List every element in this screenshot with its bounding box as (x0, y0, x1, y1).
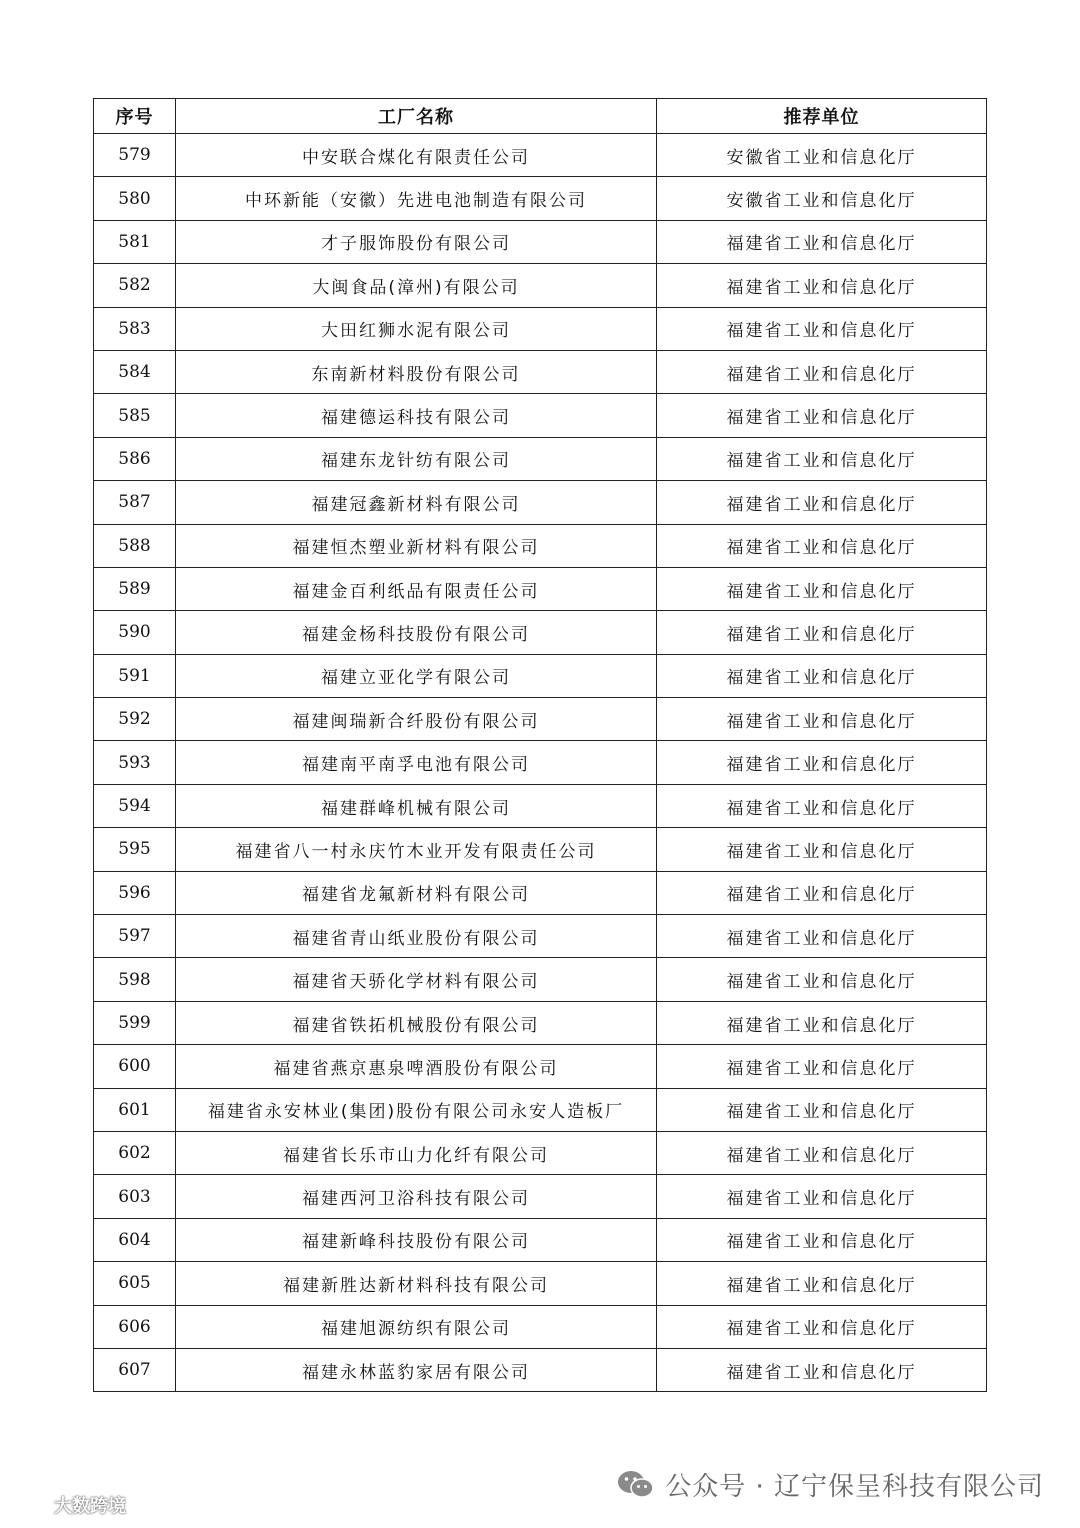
table-body (94, 134, 987, 1392)
row-factory-name: 福建省永安林业(集团)股份有限公司永安人造板厂 (176, 1088, 657, 1131)
row-factory-name: 福建群峰机械有限公司 (176, 784, 657, 827)
table-row (94, 220, 987, 263)
row-seq: 584 (94, 350, 176, 393)
wechat-icon (617, 1469, 655, 1501)
row-recommending-unit: 福建省工业和信息化厅 (657, 1262, 987, 1305)
logo-icon (6, 1494, 50, 1516)
row-seq: 592 (94, 698, 176, 741)
row-recommending-unit: 福建省工业和信息化厅 (657, 915, 987, 958)
table-row (94, 394, 987, 437)
row-factory-name: 福建恒杰塑业新材料有限公司 (176, 524, 657, 567)
row-recommending-unit: 福建省工业和信息化厅 (657, 958, 987, 1001)
row-recommending-unit: 福建省工业和信息化厅 (657, 741, 987, 784)
row-seq: 600 (94, 1045, 176, 1088)
row-seq: 605 (94, 1262, 176, 1305)
row-factory-name: 福建省青山纸业股份有限公司 (176, 915, 657, 958)
row-recommending-unit: 福建省工业和信息化厅 (657, 1001, 987, 1044)
row-recommending-unit: 福建省工业和信息化厅 (657, 307, 987, 350)
row-recommending-unit: 安徽省工业和信息化厅 (657, 134, 987, 177)
row-recommending-unit: 福建省工业和信息化厅 (657, 698, 987, 741)
row-recommending-unit: 福建省工业和信息化厅 (657, 611, 987, 654)
table-row (94, 1175, 987, 1218)
row-recommending-unit: 福建省工业和信息化厅 (657, 481, 987, 524)
table-row (94, 871, 987, 914)
row-factory-name: 福建省铁拓机械股份有限公司 (176, 1001, 657, 1044)
row-seq: 579 (94, 134, 176, 177)
row-recommending-unit: 福建省工业和信息化厅 (657, 654, 987, 697)
corner-logo-text: 大数跨境 (54, 1496, 126, 1517)
table-row (94, 1218, 987, 1261)
table-row (94, 307, 987, 350)
row-factory-name: 大田红狮水泥有限公司 (176, 307, 657, 350)
table-row (94, 1262, 987, 1305)
row-seq: 588 (94, 524, 176, 567)
row-factory-name: 福建省燕京惠泉啤酒股份有限公司 (176, 1045, 657, 1088)
table-row (94, 567, 987, 610)
row-factory-name: 福建金百利纸品有限责任公司 (176, 567, 657, 610)
row-factory-name: 福建旭源纺织有限公司 (176, 1305, 657, 1348)
table-row (94, 177, 987, 220)
row-recommending-unit: 安徽省工业和信息化厅 (657, 177, 987, 220)
row-seq: 596 (94, 871, 176, 914)
row-factory-name: 福建东龙针纺有限公司 (176, 437, 657, 480)
row-seq: 586 (94, 437, 176, 480)
row-seq: 585 (94, 394, 176, 437)
table-row (94, 1088, 987, 1131)
table-row (94, 654, 987, 697)
table-row (94, 524, 987, 567)
row-seq: 580 (94, 177, 176, 220)
row-recommending-unit: 福建省工业和信息化厅 (657, 1348, 987, 1391)
row-factory-name: 中安联合煤化有限责任公司 (176, 134, 657, 177)
row-recommending-unit: 福建省工业和信息化厅 (657, 1218, 987, 1261)
row-seq: 593 (94, 741, 176, 784)
row-factory-name: 福建闽瑞新合纤股份有限公司 (176, 698, 657, 741)
row-seq: 601 (94, 1088, 176, 1131)
table-row (94, 1131, 987, 1174)
row-seq: 583 (94, 307, 176, 350)
watermark-text: 公众号 · 辽宁保呈科技有限公司 (665, 1472, 1044, 1502)
row-factory-name: 大闽食品(漳州)有限公司 (176, 264, 657, 307)
corner-logo (6, 1492, 126, 1518)
row-recommending-unit: 福建省工业和信息化厅 (657, 1131, 987, 1174)
row-recommending-unit: 福建省工业和信息化厅 (657, 1088, 987, 1131)
row-seq: 607 (94, 1348, 176, 1391)
row-seq: 597 (94, 915, 176, 958)
row-recommending-unit: 福建省工业和信息化厅 (657, 220, 987, 263)
row-seq: 587 (94, 481, 176, 524)
row-factory-name: 福建省八一村永庆竹木业开发有限责任公司 (176, 828, 657, 871)
table-row (94, 958, 987, 1001)
row-seq: 595 (94, 828, 176, 871)
table-row (94, 915, 987, 958)
row-factory-name: 才子服饰股份有限公司 (176, 220, 657, 263)
row-factory-name: 福建新胜达新材料科技有限公司 (176, 1262, 657, 1305)
row-recommending-unit: 福建省工业和信息化厅 (657, 1305, 987, 1348)
row-factory-name: 福建省长乐市山力化纤有限公司 (176, 1131, 657, 1174)
table-row (94, 784, 987, 827)
header-factory-name: 工厂名称 (176, 99, 657, 134)
table-row (94, 611, 987, 654)
table-row (94, 134, 987, 177)
row-seq: 603 (94, 1175, 176, 1218)
row-seq: 604 (94, 1218, 176, 1261)
row-factory-name: 福建德运科技有限公司 (176, 394, 657, 437)
row-factory-name: 福建省天骄化学材料有限公司 (176, 958, 657, 1001)
table-row (94, 741, 987, 784)
row-seq: 599 (94, 1001, 176, 1044)
table-row (94, 481, 987, 524)
row-seq: 602 (94, 1131, 176, 1174)
row-factory-name: 福建南平南孚电池有限公司 (176, 741, 657, 784)
table-header-row (94, 99, 987, 134)
row-factory-name: 福建新峰科技股份有限公司 (176, 1218, 657, 1261)
table-row (94, 1045, 987, 1088)
row-recommending-unit: 福建省工业和信息化厅 (657, 567, 987, 610)
table-row (94, 1001, 987, 1044)
row-seq: 590 (94, 611, 176, 654)
table-row (94, 1348, 987, 1391)
row-recommending-unit: 福建省工业和信息化厅 (657, 437, 987, 480)
row-recommending-unit: 福建省工业和信息化厅 (657, 784, 987, 827)
watermark (617, 1466, 1044, 1503)
header-seq: 序号 (94, 99, 176, 134)
table-row (94, 828, 987, 871)
row-factory-name: 东南新材料股份有限公司 (176, 350, 657, 393)
row-factory-name: 中环新能（安徽）先进电池制造有限公司 (176, 177, 657, 220)
header-recommending-unit: 推荐单位 (657, 99, 987, 134)
row-factory-name: 福建西河卫浴科技有限公司 (176, 1175, 657, 1218)
row-recommending-unit: 福建省工业和信息化厅 (657, 1045, 987, 1088)
table-row (94, 350, 987, 393)
row-factory-name: 福建省龙氟新材料有限公司 (176, 871, 657, 914)
row-recommending-unit: 福建省工业和信息化厅 (657, 1175, 987, 1218)
row-seq: 591 (94, 654, 176, 697)
table-row (94, 264, 987, 307)
table-row (94, 437, 987, 480)
row-factory-name: 福建金杨科技股份有限公司 (176, 611, 657, 654)
row-recommending-unit: 福建省工业和信息化厅 (657, 394, 987, 437)
row-factory-name: 福建冠鑫新材料有限公司 (176, 481, 657, 524)
row-recommending-unit: 福建省工业和信息化厅 (657, 524, 987, 567)
row-seq: 594 (94, 784, 176, 827)
row-recommending-unit: 福建省工业和信息化厅 (657, 828, 987, 871)
table-row (94, 698, 987, 741)
row-seq: 581 (94, 220, 176, 263)
row-recommending-unit: 福建省工业和信息化厅 (657, 264, 987, 307)
row-seq: 606 (94, 1305, 176, 1348)
row-seq: 582 (94, 264, 176, 307)
row-seq: 589 (94, 567, 176, 610)
factory-table (93, 98, 987, 1392)
table-row (94, 1305, 987, 1348)
row-recommending-unit: 福建省工业和信息化厅 (657, 350, 987, 393)
row-seq: 598 (94, 958, 176, 1001)
row-factory-name: 福建永林蓝豹家居有限公司 (176, 1348, 657, 1391)
row-factory-name: 福建立亚化学有限公司 (176, 654, 657, 697)
row-recommending-unit: 福建省工业和信息化厅 (657, 871, 987, 914)
